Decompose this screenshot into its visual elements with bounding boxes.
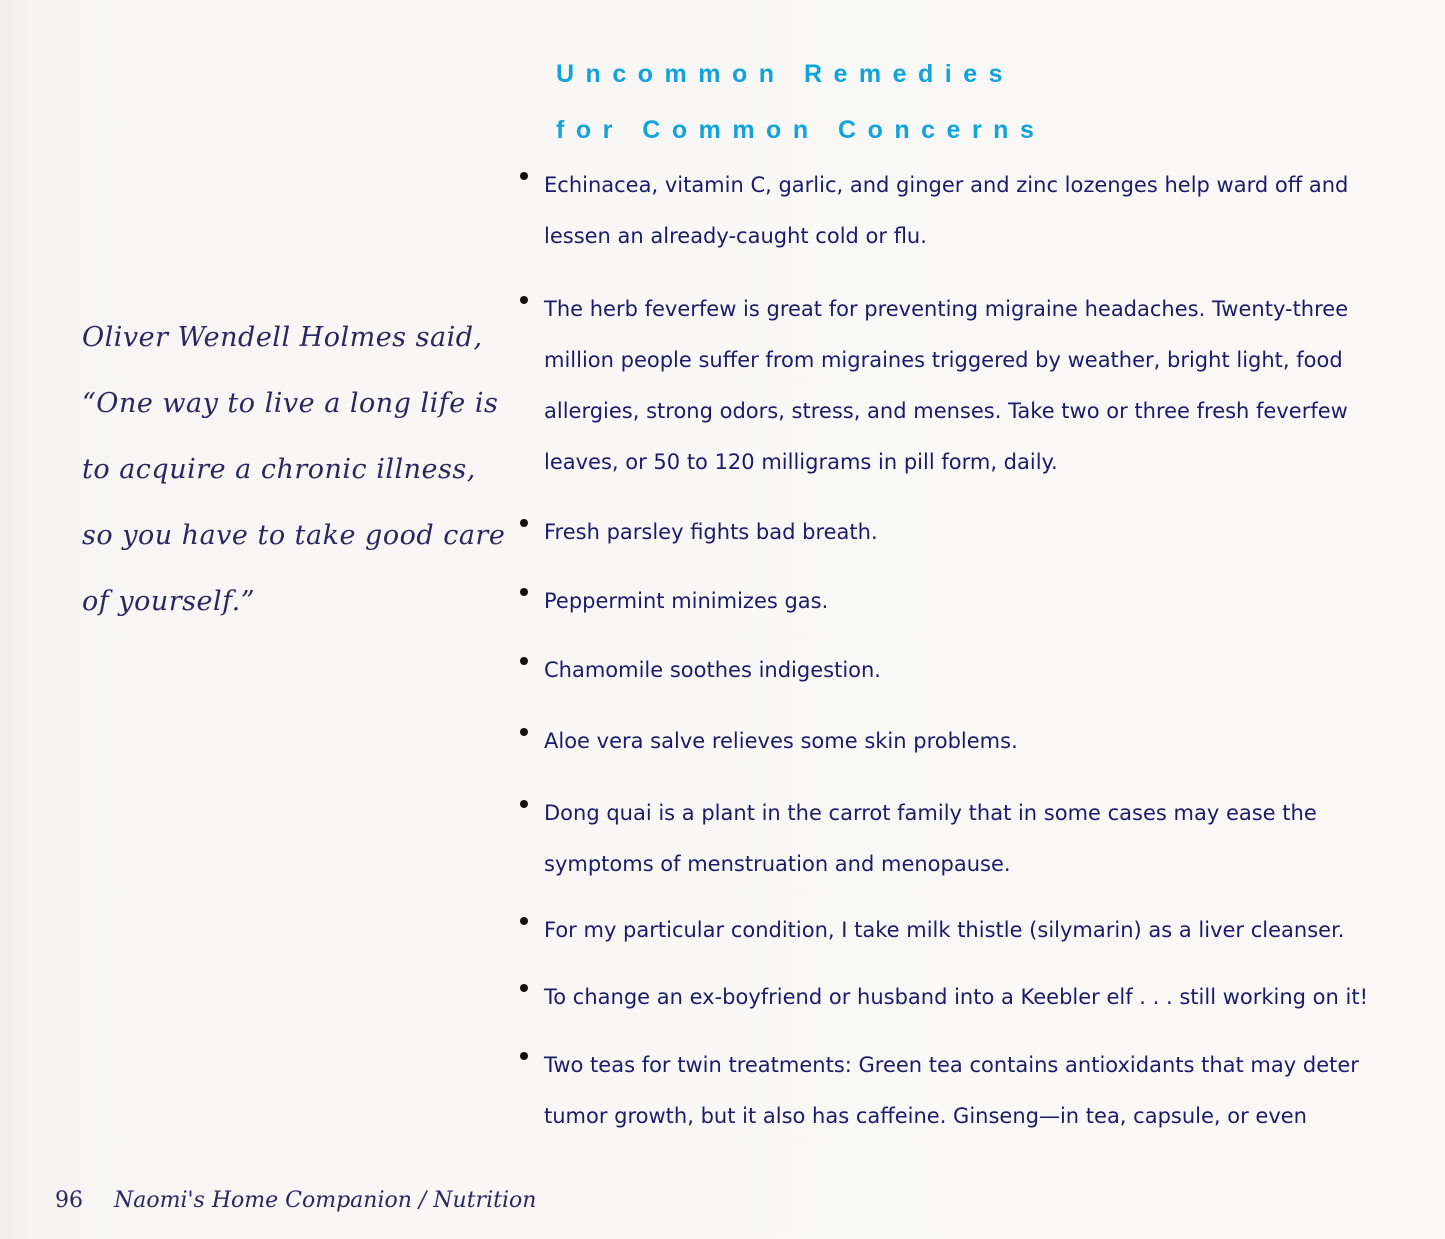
- quote-line: of yourself.”: [82, 586, 256, 617]
- remedy-text: Chamomile soothes indigestion.: [544, 658, 881, 682]
- section-heading: [556, 46, 1045, 158]
- running-title: Naomi's Home Companion / Nutrition: [114, 1188, 537, 1213]
- page-number: 96: [55, 1188, 83, 1213]
- remedy-text: Aloe vera salve relieves some skin problems.: [544, 729, 1018, 753]
- remedy-text: Fresh parsley fights bad breath.: [544, 520, 878, 544]
- sidebar-quote: [82, 305, 506, 635]
- quote-line: to acquire a chronic illness,: [82, 454, 476, 485]
- bullet-icon: [520, 172, 528, 180]
- bullet-icon: [520, 588, 528, 596]
- remedy-text: To change an ex-boyfriend or husband into a Keebler elf . . . still working on it!: [544, 985, 1369, 1009]
- bullet-icon: [520, 1052, 528, 1060]
- remedy-text: The herb feverfew is great for preventing migraine headaches. Twenty-three million people suffer from migraines triggered by weather, bright light, food allergies, strong odors, stress, and menses. Take two or three fresh feverfew leaves, or 50 to 120 milligrams in pill form, daily.: [544, 297, 1349, 474]
- bullet-icon: [520, 728, 528, 736]
- heading-line-2: for Common Concerns: [556, 116, 1046, 144]
- bullet-icon: [520, 519, 528, 527]
- remedy-text: Two teas for twin treatments: Green tea contains antioxidants that may deter tumor growth, but it also has caffeine. Ginseng—in tea, capsule, or even: [544, 1053, 1359, 1128]
- bullet-icon: [520, 917, 528, 925]
- quote-line: “One way to live a long life is: [82, 388, 499, 419]
- heading-line-1: Uncommon Remedies: [556, 60, 1015, 88]
- quote-line: so you have to take good care: [82, 520, 506, 551]
- remedy-text: Echinacea, vitamin C, garlic, and ginger and zinc lozenges help ward off and lessen an already-caught cold or flu.: [544, 173, 1349, 248]
- remedy-text: For my particular condition, I take milk thistle (silymarin) as a liver cleanser.: [544, 918, 1345, 942]
- bullet-icon: [520, 984, 528, 992]
- bullet-icon: [520, 657, 528, 665]
- bullet-icon: [520, 800, 528, 808]
- quote-line: Oliver Wendell Holmes said,: [82, 322, 483, 353]
- remedy-text: Dong quai is a plant in the carrot family that in some cases may ease the symptoms of menstruation and menopause.: [544, 801, 1317, 876]
- remedy-text: Peppermint minimizes gas.: [544, 589, 829, 613]
- page-footer: [55, 1188, 536, 1213]
- bullet-icon: [520, 296, 528, 304]
